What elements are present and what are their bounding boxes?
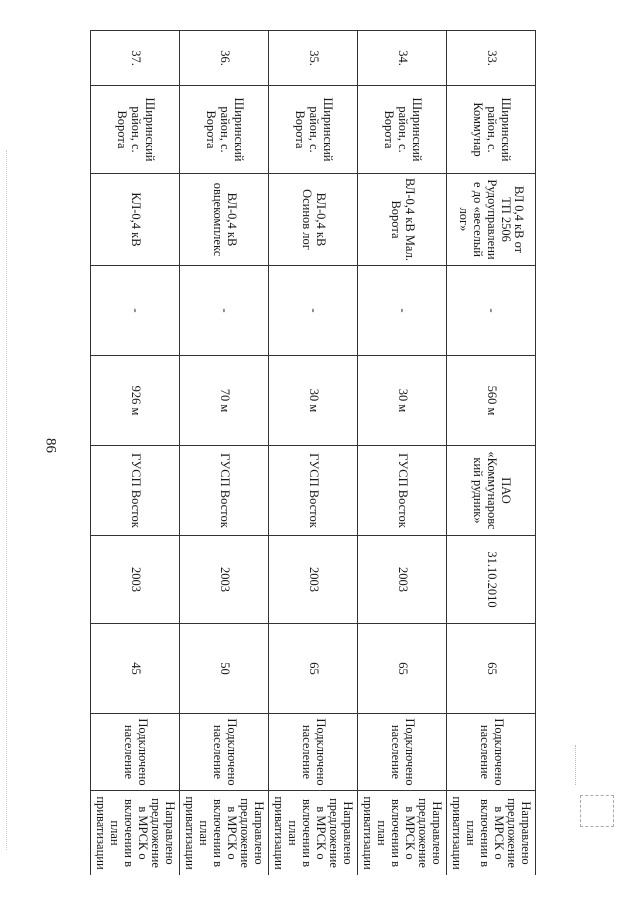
cell-date: 31.10.2010: [447, 536, 536, 624]
page-number: 86: [42, 438, 59, 453]
cell-consumers: Подключено население: [180, 714, 269, 791]
cell-count: 50: [180, 624, 269, 714]
cell-status: Направлено предложение в МРСК о включении в план приватизации: [91, 791, 180, 876]
cell-length: 926 м: [91, 356, 180, 446]
cell-num: 36.: [180, 31, 269, 86]
scan-artifact-box: [580, 795, 614, 827]
cell-count: 45: [91, 624, 180, 714]
cell-location: Ширинский район, с. Коммунар: [447, 86, 536, 174]
cell-object: ВЛ-0,4 кВ Мал. Ворота: [358, 174, 447, 266]
cell-length: 560 м: [447, 356, 536, 446]
cell-location: Ширинский район, с. Ворота: [180, 86, 269, 174]
register-table: [90, 30, 536, 875]
cell-length: 30 м: [358, 356, 447, 446]
cell-num: 33.: [447, 31, 536, 86]
cell-param: -: [447, 266, 536, 356]
cell-length: 30 м: [269, 356, 358, 446]
cell-param: -: [269, 266, 358, 356]
cell-status: Направлено предложение в МРСК о включении в план приватизации: [447, 791, 536, 876]
cell-owner: ГУСП Восток: [269, 446, 358, 536]
cell-location: Ширинский район, с. Ворота: [358, 86, 447, 174]
cell-consumers: Подключено население: [269, 714, 358, 791]
cell-num: 34.: [358, 31, 447, 86]
table-row: [269, 31, 358, 876]
cell-param: -: [358, 266, 447, 356]
cell-status: Направлено предложение в МРСК о включении в план приватизации: [358, 791, 447, 876]
table-row: [180, 31, 269, 876]
cell-owner: ГУСП Восток: [358, 446, 447, 536]
cell-status: Направлено предложение в МРСК о включении в план приватизации: [269, 791, 358, 876]
cell-date: 2003: [269, 536, 358, 624]
cell-num: 37.: [91, 31, 180, 86]
cell-date: 2003: [180, 536, 269, 624]
cell-location: Ширинский район, с. Ворота: [269, 86, 358, 174]
cell-owner: ГУСП Восток: [91, 446, 180, 536]
cell-consumers: Подключено население: [447, 714, 536, 791]
cell-owner: ГУСП Восток: [180, 446, 269, 536]
cell-length: 70 м: [180, 356, 269, 446]
cell-object: ВЛ 0,4 кВ от ТП 2506 Рудоуправление до «веселый лог»: [447, 174, 536, 266]
cell-date: 2003: [91, 536, 180, 624]
cell-param: -: [91, 266, 180, 356]
table-container: [90, 30, 536, 875]
cell-consumers: Подключено население: [358, 714, 447, 791]
cell-num: 35.: [269, 31, 358, 86]
cell-count: 65: [358, 624, 447, 714]
cell-object: КЛ-0,4 кВ: [91, 174, 180, 266]
cell-object: ВЛ-0,4 кВ Осинов лог: [269, 174, 358, 266]
cell-consumers: Подключено население: [91, 714, 180, 791]
cell-date: 2003: [358, 536, 447, 624]
table-row: [358, 31, 447, 876]
cell-owner: ПАО «Коммунаровский рудник»: [447, 446, 536, 536]
cell-param: -: [180, 266, 269, 356]
cell-object: ВЛ-0,4 кВ овцекомплекс: [180, 174, 269, 266]
table-body: [91, 31, 536, 876]
table-row: [91, 31, 180, 876]
scan-edge-line: [6, 150, 8, 850]
cell-location: Ширинский район, с. Ворота: [91, 86, 180, 174]
cell-count: 65: [269, 624, 358, 714]
cell-count: 65: [447, 624, 536, 714]
table-row: [447, 31, 536, 876]
cell-status: Направлено предложение в МРСК о включении в план приватизации: [180, 791, 269, 876]
scan-artifact-dots: [575, 745, 606, 785]
